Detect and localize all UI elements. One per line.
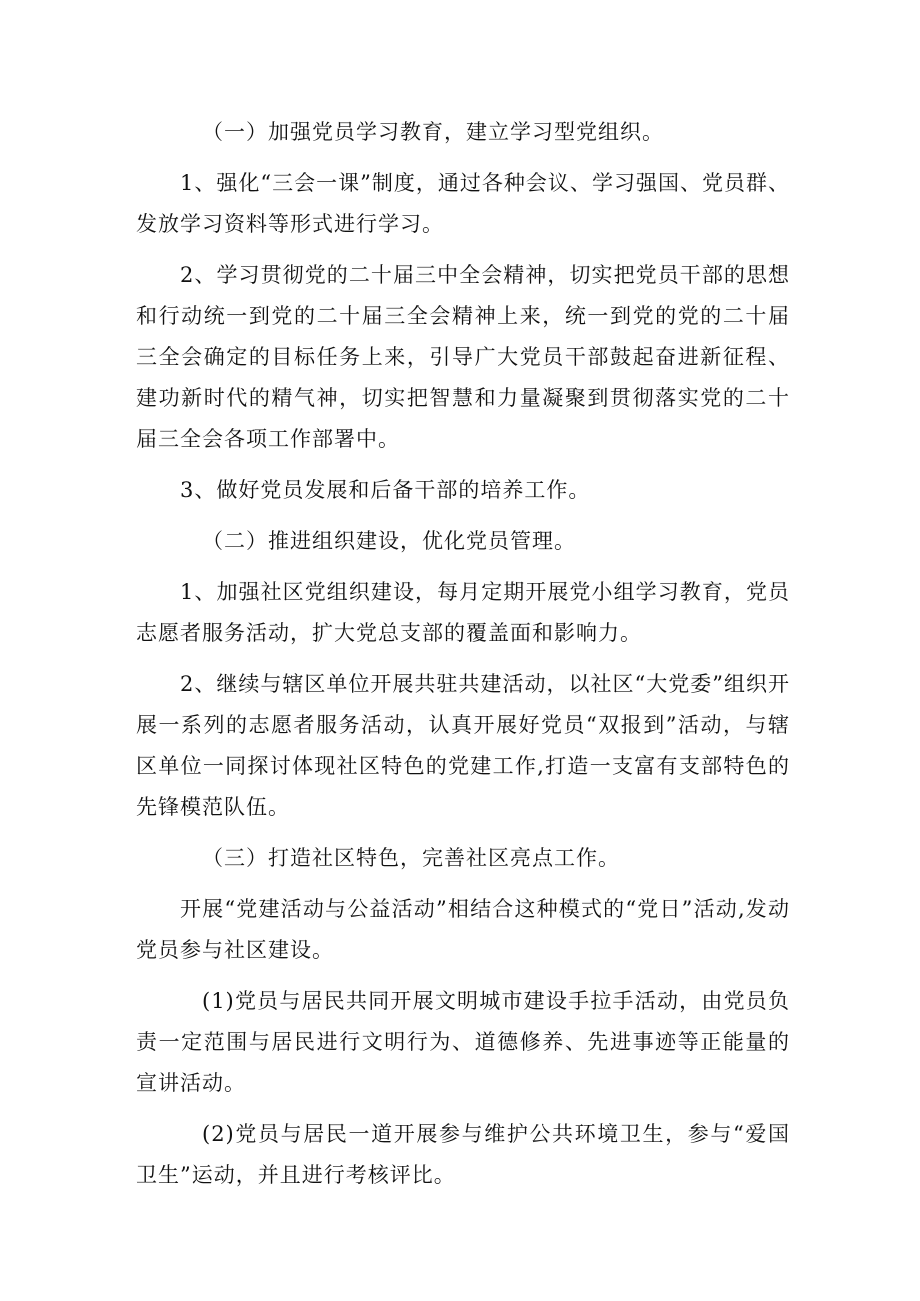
section-heading-1: （一）加强党员学习教育，建立学习型党组织。	[202, 120, 664, 144]
paragraph-2-2: 2、继续与辖区单位开展共驻共建活动，以社区“大党委”组织开展一系列的志愿者服务活动，认真开展好党员“双报到”活动，与辖区单位一同探讨体现社区特色的党建工作,打造一支富有支部特色的先锋模范队伍。	[136, 672, 790, 819]
paragraph-2-1: 1、加强社区党组织建设，每月定期开展党小组学习教育，党员志愿者服务活动，扩大党总支部的覆盖面和影响力。	[136, 580, 790, 645]
section-heading-3: （三）打造社区特色，完善社区亮点工作。	[202, 846, 620, 870]
paragraph-3-item-2: (2)党员与居民一道开展参与维护公共环境卫生，参与“爱国卫生”运动，并且进行考核评比。	[136, 1122, 790, 1187]
paragraph-1-3: 3、做好党员发展和后备干部的培养工作。	[180, 478, 591, 502]
paragraph-1-1: 1、强化“三会一课”制度，通过各种会议、学习强国、党员群、发放学习资料等形式进行学习。	[136, 171, 790, 236]
document-body	[136, 112, 790, 1196]
paragraph-3-intro: 开展“党建活动与公益活动”相结合这种模式的“党日”活动,发动党员参与社区建设。	[136, 897, 790, 962]
section-heading-2: （二）推进组织建设，优化党员管理。	[202, 529, 576, 553]
paragraph-1-2: 2、学习贯彻党的二十届三中全会精神，切实把党员干部的思想和行动统一到党的二十届三全会精神上来，统一到党的党的二十届三全会确定的目标任务上来，引导广大党员干部鼓起奋进新征程、建功新时代的精气神，切实把智慧和力量凝聚到贯彻落实党的二十届三全会各项工作部署中。	[136, 263, 790, 451]
paragraph-3-item-1: (1)党员与居民共同开展文明城市建设手拉手活动，由党员负责一定范围与居民进行文明行为、道德修养、先进事迹等正能量的宣讲活动。	[136, 989, 790, 1095]
